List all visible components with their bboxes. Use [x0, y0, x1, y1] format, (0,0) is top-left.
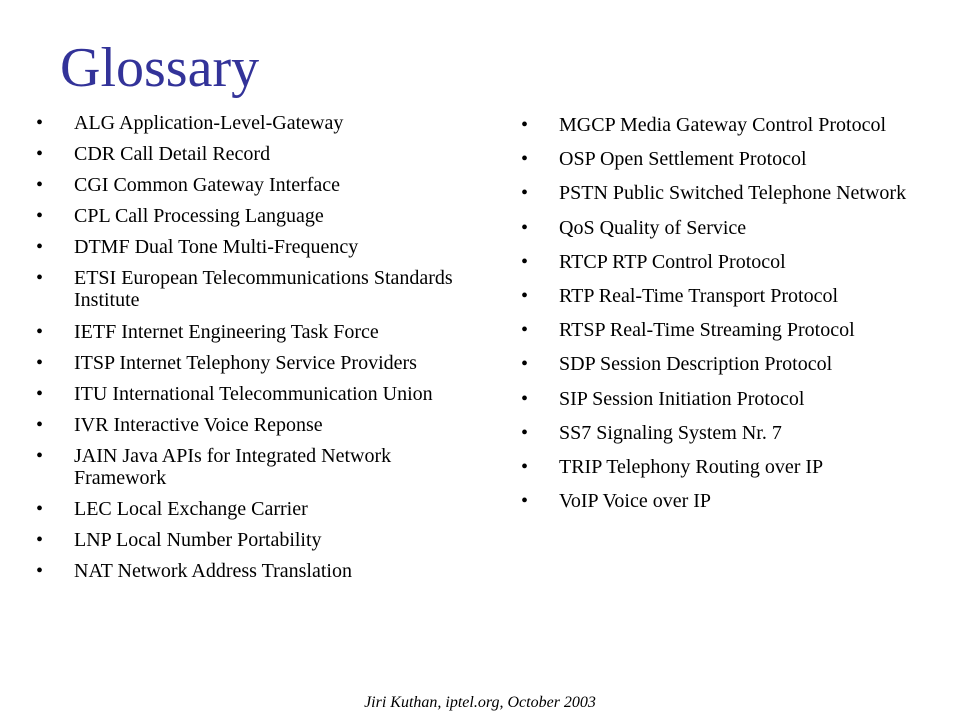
bullet-icon: • — [36, 112, 44, 134]
bullet-icon: • — [36, 236, 44, 259]
glossary-item-text: TRIP Telephony Routing over IP — [559, 455, 824, 478]
glossary-item-etsi — [36, 267, 466, 311]
bullet-icon: • — [36, 205, 44, 228]
glossary-item-lec — [36, 498, 466, 520]
bullet-icon: • — [36, 382, 44, 405]
glossary-item-ss7 — [521, 422, 941, 444]
bullet-icon: • — [521, 421, 529, 444]
bullet-icon: • — [36, 413, 44, 436]
bullet-icon: • — [521, 216, 529, 239]
glossary-item-text: MGCP Media Gateway Control Protocol — [559, 114, 887, 136]
bullet-icon: • — [521, 387, 529, 410]
glossary-item-text: SDP Session Description Protocol — [559, 353, 833, 376]
glossary-item-text: DTMF Dual Tone Multi-Frequency — [74, 236, 359, 259]
bullet-icon: • — [521, 182, 529, 205]
bullet-icon: • — [521, 319, 529, 342]
bullet-icon: • — [36, 529, 44, 552]
glossary-item-text: VoIP Voice over IP — [559, 490, 712, 513]
bullet-icon: • — [36, 267, 44, 290]
glossary-item-text: SS7 Signaling System Nr. 7 — [559, 421, 782, 444]
bullet-icon: • — [36, 498, 44, 521]
glossary-item-text: LEC Local Exchange Carrier — [74, 498, 308, 521]
glossary-item-rtsp — [521, 319, 941, 341]
glossary-item-itsp — [36, 352, 466, 374]
glossary-item-lnp — [36, 529, 466, 551]
glossary-item-qos — [521, 217, 941, 239]
glossary-item-text: JAIN Java APIs for Integrated Network Framework — [74, 444, 392, 489]
glossary-item-text: LNP Local Number Portability — [74, 529, 322, 552]
glossary-left-column — [36, 112, 466, 591]
glossary-item-sip — [521, 388, 941, 410]
bullet-icon: • — [521, 353, 529, 376]
bullet-icon: • — [36, 174, 44, 197]
glossary-item-nat — [36, 560, 466, 582]
glossary-item-text: PSTN Public Switched Telephone Network — [559, 182, 907, 205]
glossary-item-cdr — [36, 143, 466, 165]
glossary-item-alg — [36, 112, 466, 134]
bullet-icon: • — [521, 114, 529, 136]
glossary-item-mgcp — [521, 114, 941, 136]
glossary-item-text: CDR Call Detail Record — [74, 143, 271, 166]
glossary-item-text: ITSP Internet Telephony Service Providers — [74, 351, 417, 374]
glossary-item-text: RTSP Real-Time Streaming Protocol — [559, 319, 855, 342]
bullet-icon: • — [36, 444, 44, 467]
glossary-item-text: RTP Real-Time Transport Protocol — [559, 284, 839, 307]
glossary-item-jain — [36, 445, 466, 489]
glossary-item-text: RTCP RTP Control Protocol — [559, 250, 786, 273]
bullet-icon: • — [36, 143, 44, 166]
glossary-item-text: NAT Network Address Translation — [74, 560, 352, 583]
glossary-item-sdp — [521, 353, 941, 375]
glossary-item-text: IETF Internet Engineering Task Force — [74, 320, 379, 343]
glossary-item-text: IVR Interactive Voice Reponse — [74, 413, 323, 436]
glossary-item-text: QoS Quality of Service — [559, 216, 747, 239]
glossary-item-osp — [521, 148, 941, 170]
glossary-item-text: ETSI European Telecommunications Standards Institute — [74, 267, 453, 312]
glossary-item-text: OSP Open Settlement Protocol — [559, 148, 807, 171]
bullet-icon: • — [521, 148, 529, 171]
bullet-icon: • — [521, 455, 529, 478]
bullet-icon: • — [521, 490, 529, 513]
glossary-item-ietf — [36, 321, 466, 343]
glossary-item-text: CPL Call Processing Language — [74, 205, 324, 228]
bullet-icon: • — [521, 284, 529, 307]
glossary-item-text: ALG Application-Level-Gateway — [74, 112, 344, 134]
glossary-item-pstn — [521, 182, 941, 204]
bullet-icon: • — [36, 320, 44, 343]
glossary-item-voip — [521, 490, 941, 512]
glossary-item-cgi — [36, 174, 466, 196]
glossary-item-itu — [36, 383, 466, 405]
glossary-item-ivr — [36, 414, 466, 436]
glossary-item-cpl — [36, 205, 466, 227]
bullet-icon: • — [521, 250, 529, 273]
glossary-item-dtmf — [36, 236, 466, 258]
slide-footer: Jiri Kuthan, iptel.org, October 2003 — [364, 694, 596, 711]
bullet-icon: • — [36, 560, 44, 583]
bullet-icon: • — [36, 351, 44, 374]
glossary-right-column — [521, 114, 941, 524]
glossary-item-text: SIP Session Initiation Protocol — [559, 387, 805, 410]
glossary-item-trip — [521, 456, 941, 478]
glossary-item-rtp — [521, 285, 941, 307]
glossary-item-rtcp — [521, 251, 941, 273]
slide-title: Glossary — [60, 37, 260, 99]
glossary-item-text: CGI Common Gateway Interface — [74, 174, 341, 197]
glossary-item-text: ITU International Telecommunication Union — [74, 382, 433, 405]
